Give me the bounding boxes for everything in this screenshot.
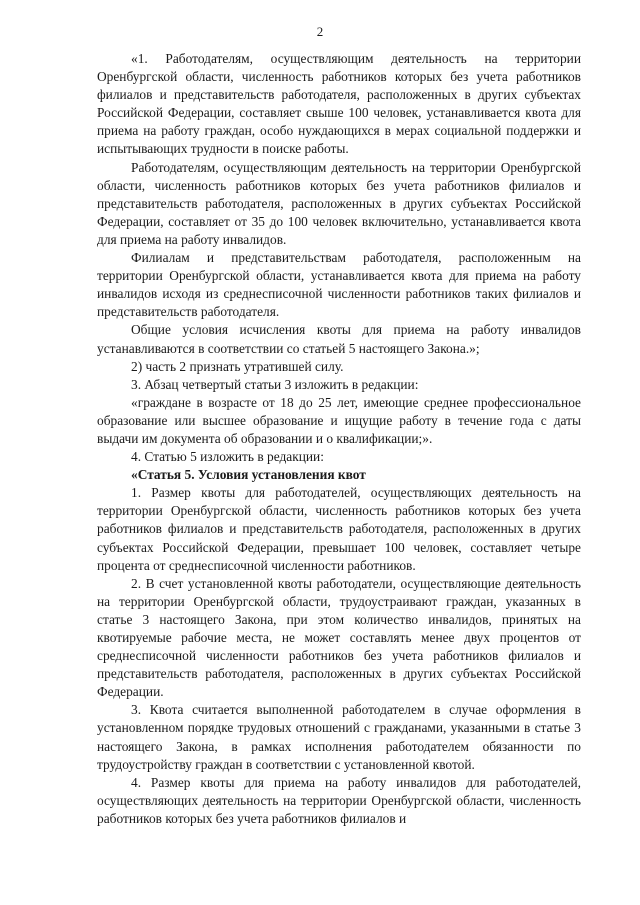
paragraph-part-2-void: 2) часть 2 признать утратившей силу. [131,358,344,374]
paragraph-citizens-18-25: «граждане в возрасте от 18 до 25 лет, имеющие среднее профессиональное образование или высшее образование и ищущие работу в течение года с даты выдачи им документа об образовании и о квалификации;». [97,394,581,446]
paragraph-branches: Филиалам и представительствам работодателя, расположенным на территории Оренбургской области, устанавливается квота для приема на работу инвалидов исходя из среднесписочной численности работников таких филиалов и представительств работодателя. [97,250,581,320]
paragraph-disabled-quota: 4. Размер квоты для приема на работу инвалидов для работодателей, осуществляющих деятельность на территории Оренбургской области, численность работников которых без учета работников филиалов и [97,774,581,826]
document-body [97,50,581,828]
paragraph-quota-fulfilled: 3. Квота считается выполненной работодателем в случае оформления в установленном порядке трудовых отношений с гражданами, указанными в статье 3 настоящего Закона, в рамках исполнения работодателем обязанности по трудоустройству граждан в соответствии с установленной квотой. [97,702,581,772]
paragraph-quota-over-100: «1. Работодателям, осуществляющим деятельность на территории Оренбургской области, численность работников которых без учета работников филиалов и представительств работодателя, расположенных в других субъектах Российской Федерации, составляет свыше 100 человек, устанавливается квота для приема на работу граждан, особо нуждающихся в мерах социальной поддержки и испытывающих трудности в поиске работы. [97,51,581,157]
article-5-heading: «Статья 5. Условия установления квот [131,467,366,483]
paragraph-quota-35-100: Работодателям, осуществляющим деятельность на территории Оренбургской области, численность работников которых без учета работников филиалов и представительств работодателя, расположенных в других субъектах Российской Федерации, составляет от 35 до 100 человек включительно, устанавливается квота для приема на работу инвалидов. [97,159,581,247]
paragraph-general-conditions: Общие условия исчисления квоты для приема на работу инвалидов устанавливаются в соответствии со статьей 5 настоящего Закона.»; [97,322,581,356]
paragraph-article-5-amendment: 4. Статью 5 изложить в редакции: [131,449,324,465]
paragraph-quota-size: 1. Размер квоты для работодателей, осуществляющих деятельность на территории Оренбургской области, численность работников которых без учета работников филиалов и представительств работодателя, расположенных в других субъектах Российской Федерации, превышает 100 человек, составляет четыре процента от среднесписочной численности работников. [97,485,581,573]
paragraph-quota-employment: 2. В счет установленной квоты работодатели, осуществляющие деятельность на территории Оренбургской области, трудоустраивают граждан, указанных в статье 3 настоящего Закона, при этом количество инвалидов, принятых на квотируемые рабочие места, не может составлять менее двух процентов от среднесписочной численности работников без учета работников филиалов и представительств работодателя, расположенных в других субъектах Российской Федерации. [97,575,581,700]
page-number: 2 [316,24,324,39]
paragraph-article-3-amendment: 3. Абзац четвертый статьи 3 изложить в редакции: [131,376,419,392]
